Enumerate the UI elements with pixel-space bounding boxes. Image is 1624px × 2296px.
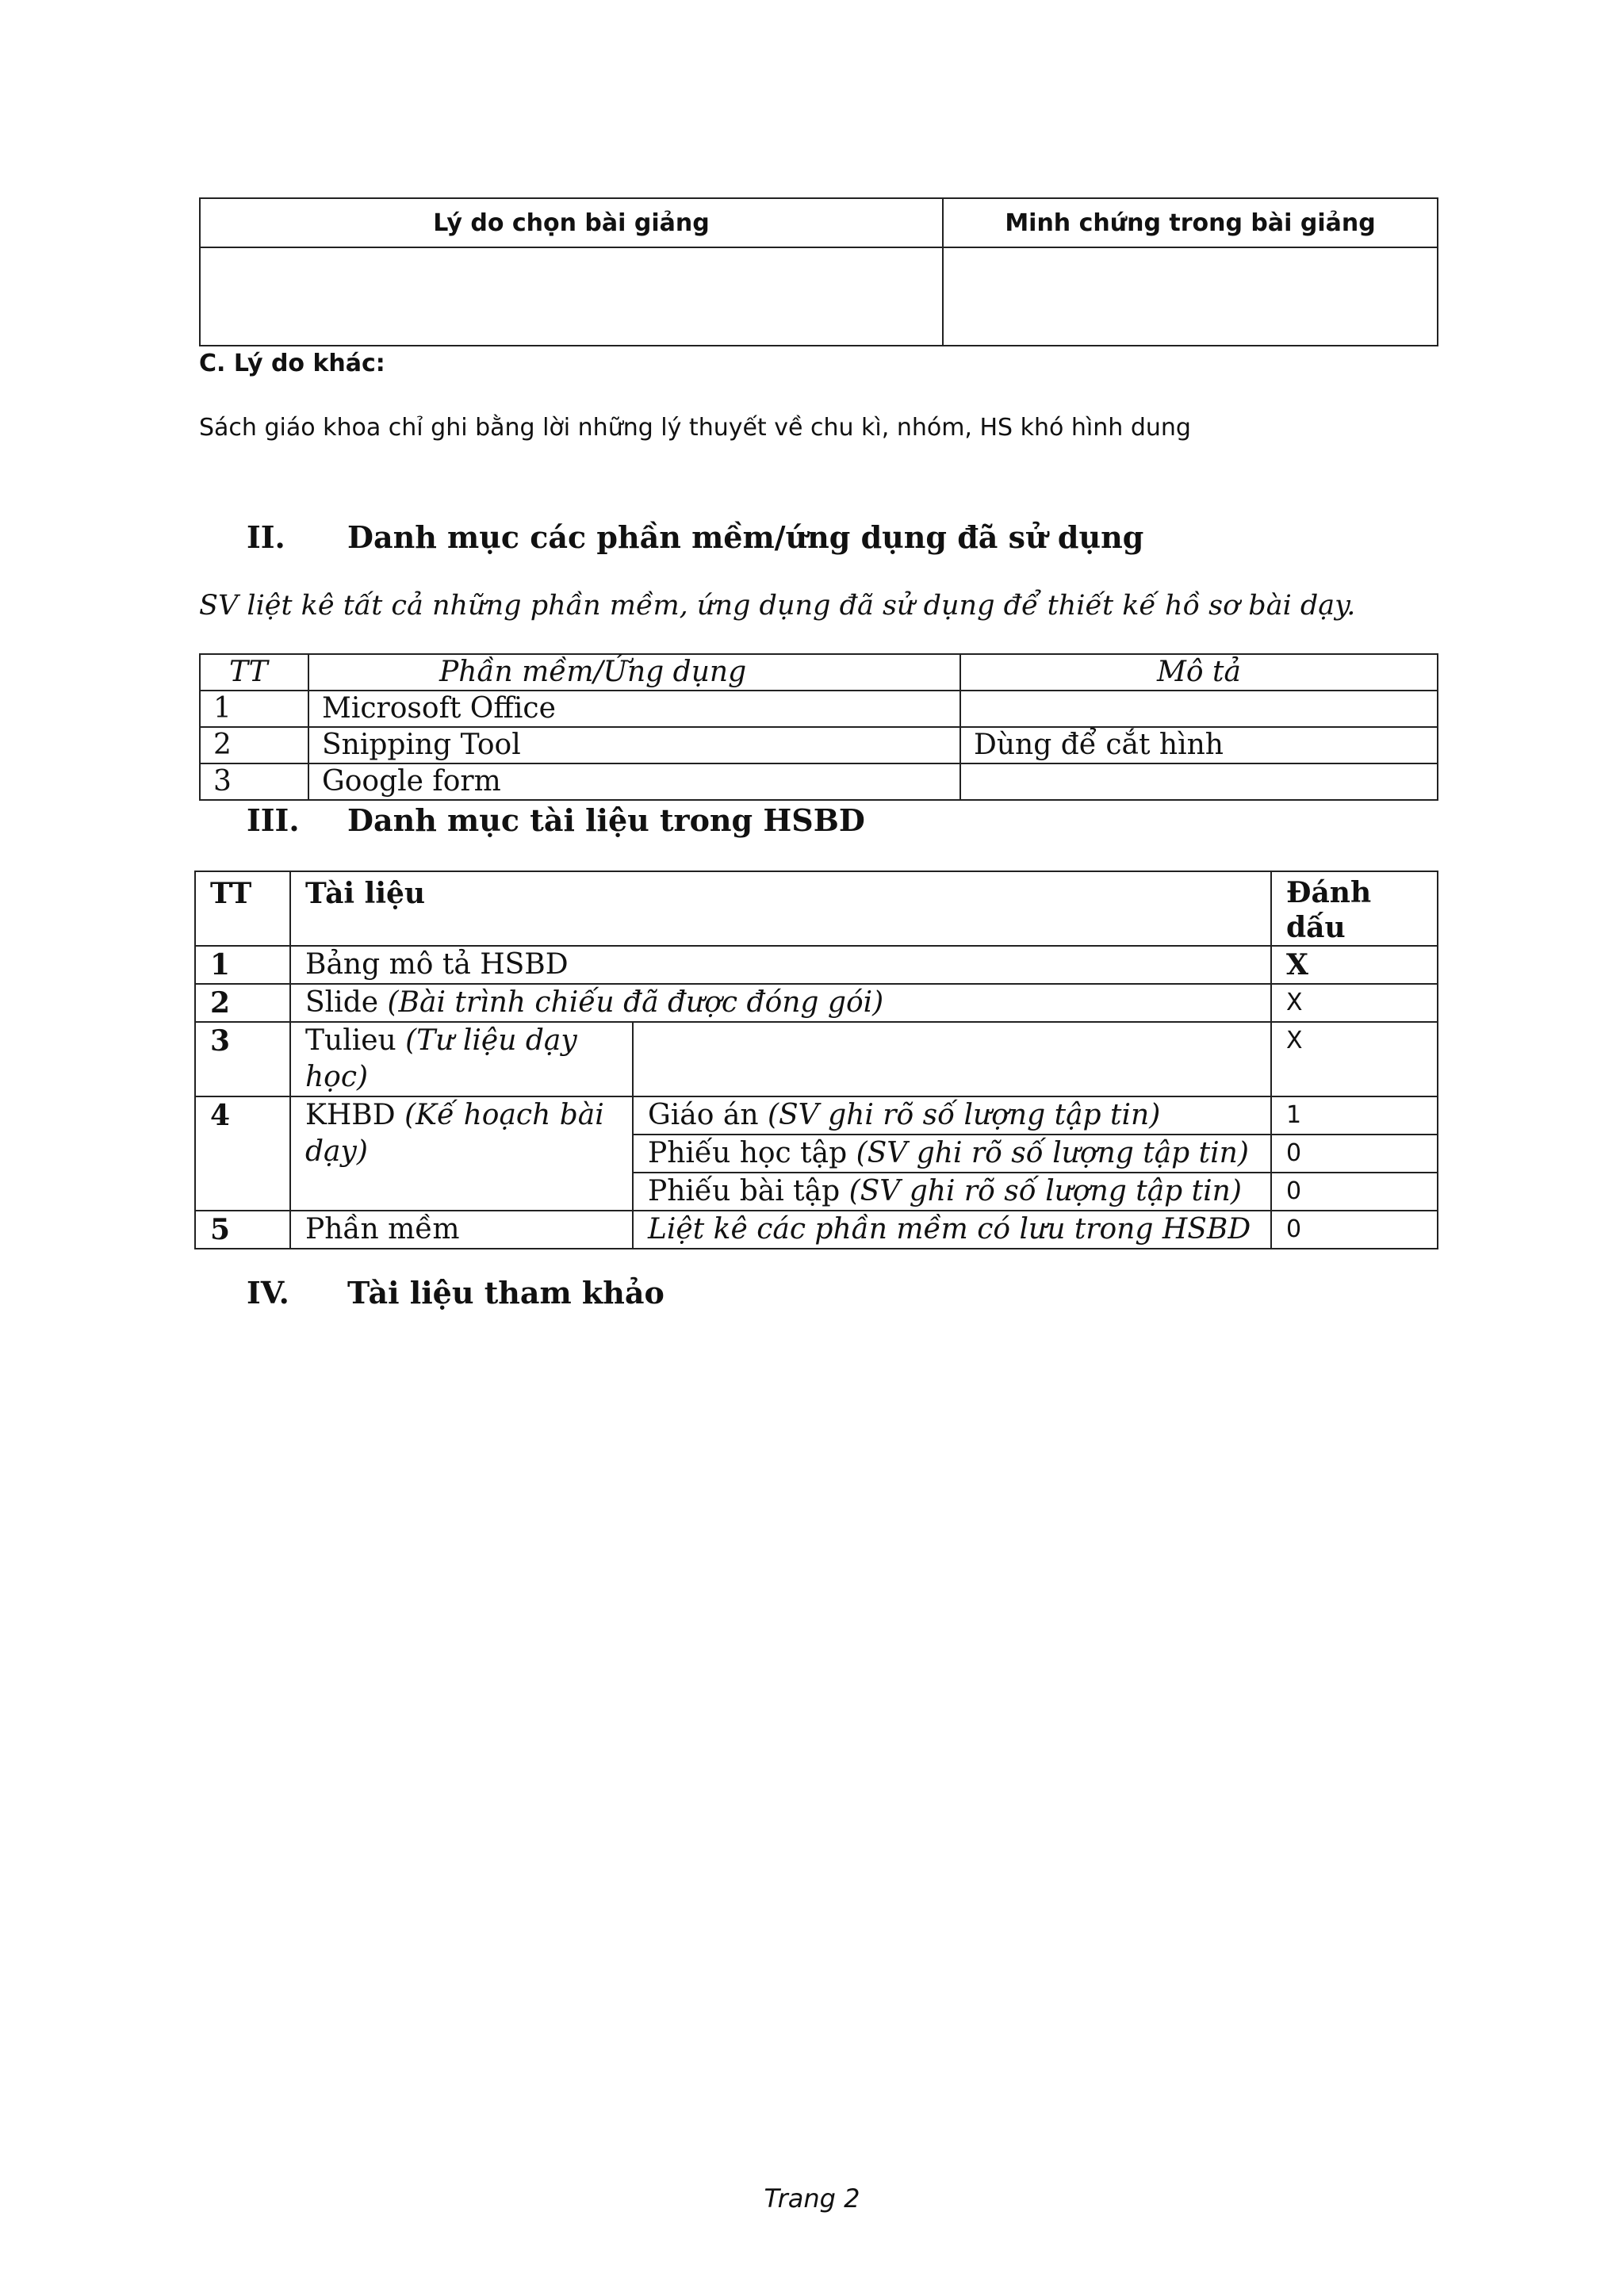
row-mark: X bbox=[1271, 1022, 1438, 1096]
row-doc bbox=[290, 984, 1271, 1022]
row-desc bbox=[960, 763, 1438, 800]
evidence-cell bbox=[943, 247, 1438, 346]
evidence-header: Minh chứng trong bài giảng bbox=[943, 198, 1438, 247]
table-row bbox=[200, 727, 1438, 763]
row-tt: 1 bbox=[200, 691, 308, 727]
sub-label: Phiếu học tập bbox=[648, 1137, 848, 1169]
table-row bbox=[195, 1211, 1438, 1249]
documents-table bbox=[194, 871, 1438, 1249]
table-row bbox=[200, 763, 1438, 800]
row-doc: Bảng mô tả HSBD bbox=[290, 946, 1271, 984]
table-row bbox=[200, 691, 1438, 727]
col-doc-header: Tài liệu bbox=[290, 871, 1271, 946]
table-header-row bbox=[195, 871, 1438, 946]
col-mark-header: Đánh dấu bbox=[1271, 871, 1438, 946]
row-sub bbox=[633, 1022, 1271, 1096]
col-tt-header: TT bbox=[195, 871, 290, 946]
section-4-title: Tài liệu tham khảo bbox=[347, 1275, 665, 1311]
row-doc: Phần mềm bbox=[290, 1211, 633, 1249]
software-table bbox=[199, 653, 1438, 801]
row-sub bbox=[633, 1173, 1271, 1211]
row-tt: 4 bbox=[195, 1096, 290, 1211]
table-row bbox=[195, 984, 1438, 1022]
section-4-numeral: IV. bbox=[247, 1275, 289, 1311]
row-mark: 0 bbox=[1271, 1173, 1438, 1211]
table-row bbox=[195, 1022, 1438, 1096]
row-sub: Liệt kê các phần mềm có lưu trong HSBD bbox=[633, 1211, 1271, 1249]
section-3-numeral: III. bbox=[247, 802, 300, 838]
row-tt: 5 bbox=[195, 1211, 290, 1249]
table-header-row bbox=[200, 654, 1438, 691]
row-tt: 3 bbox=[195, 1022, 290, 1096]
row-mark: 0 bbox=[1271, 1135, 1438, 1173]
section-2-instruction: SV liệt kê tất cả những phần mềm, ứng dụng đã sử dụng để thiết kế hồ sơ bài dạy. bbox=[199, 590, 1356, 622]
row-sub bbox=[633, 1096, 1271, 1135]
sub-label: Giáo án bbox=[648, 1099, 759, 1131]
reason-cell bbox=[200, 247, 943, 346]
row-desc: Dùng để cắt hình bbox=[960, 727, 1438, 763]
row-software: Snipping Tool bbox=[308, 727, 960, 763]
row-software: Google form bbox=[308, 763, 960, 800]
row-doc-label: Slide bbox=[305, 986, 379, 1019]
section-c-text: Sách giáo khoa chỉ ghi bằng lời những lý thuyết về chu kì, nhóm, HS khó hình dung bbox=[199, 414, 1191, 442]
row-tt: 2 bbox=[195, 984, 290, 1022]
row-mark: X bbox=[1271, 946, 1438, 984]
row-doc-label: Tulieu bbox=[305, 1024, 396, 1057]
reason-header: Lý do chọn bài giảng bbox=[200, 198, 943, 247]
row-desc bbox=[960, 691, 1438, 727]
col-tt-header: TT bbox=[200, 654, 308, 691]
table-row bbox=[195, 946, 1438, 984]
reason-table bbox=[199, 197, 1438, 346]
row-tt: 3 bbox=[200, 763, 308, 800]
row-doc bbox=[290, 1022, 633, 1096]
row-mark: 0 bbox=[1271, 1211, 1438, 1249]
row-doc-label: KHBD bbox=[305, 1099, 396, 1131]
sub-label: Phiếu bài tập bbox=[648, 1175, 841, 1207]
col-software-header: Phần mềm/Ứng dụng bbox=[308, 654, 960, 691]
col-desc-header: Mô tả bbox=[960, 654, 1438, 691]
page-number: Trang 2 bbox=[764, 2183, 860, 2214]
row-doc-note: (Kế hoạch bài dạy) bbox=[305, 1099, 604, 1168]
section-2-numeral: II. bbox=[247, 519, 285, 555]
table-row bbox=[195, 1096, 1438, 1135]
row-mark: 1 bbox=[1271, 1096, 1438, 1135]
section-2-title: Danh mục các phần mềm/ứng dụng đã sử dụng bbox=[347, 519, 1144, 555]
row-doc-note: (Bài trình chiếu đã được đóng gói) bbox=[387, 986, 884, 1019]
sub-note: (SV ghi rõ số lượng tập tin) bbox=[848, 1175, 1242, 1207]
row-tt: 1 bbox=[195, 946, 290, 984]
row-software: Microsoft Office bbox=[308, 691, 960, 727]
sub-note: (SV ghi rõ số lượng tập tin) bbox=[767, 1099, 1161, 1131]
row-sub bbox=[633, 1135, 1271, 1173]
section-3-title: Danh mục tài liệu trong HSBD bbox=[347, 802, 865, 838]
row-mark: X bbox=[1271, 984, 1438, 1022]
row-doc-note: (Tư liệu dạy học) bbox=[305, 1024, 577, 1093]
row-tt: 2 bbox=[200, 727, 308, 763]
sub-note: (SV ghi rõ số lượng tập tin) bbox=[856, 1137, 1249, 1169]
row-doc bbox=[290, 1096, 633, 1211]
section-c-title: C. Lý do khác: bbox=[199, 350, 385, 377]
